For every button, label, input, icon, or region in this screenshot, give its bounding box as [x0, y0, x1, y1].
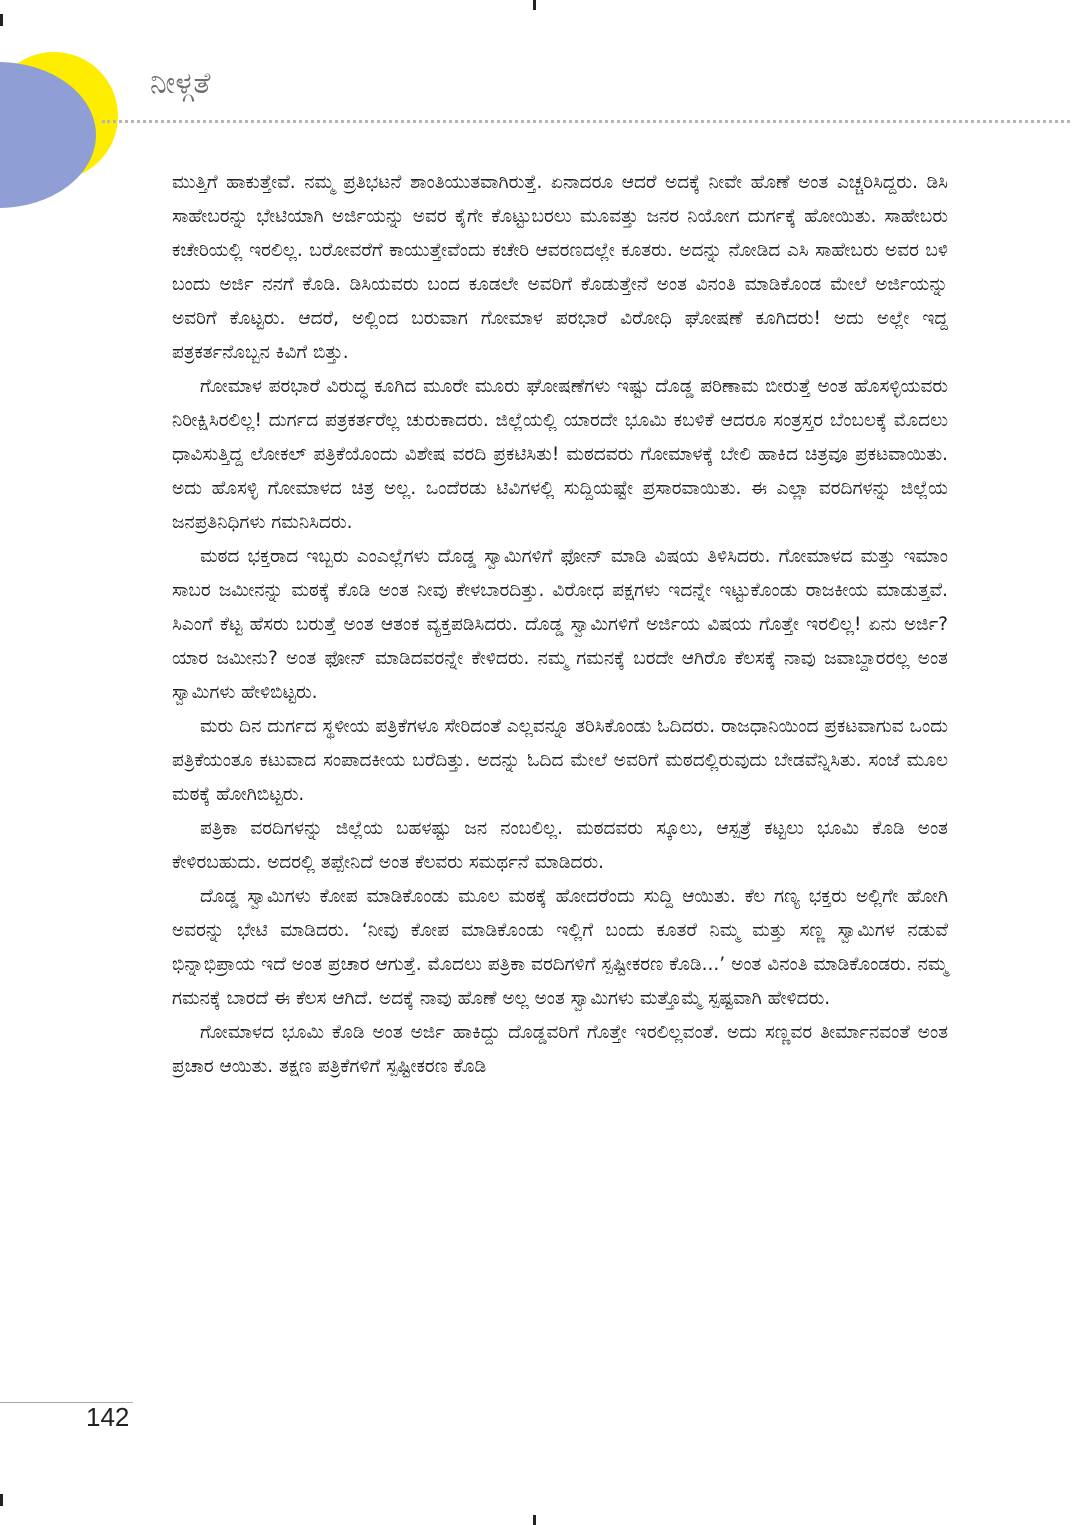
running-header-title: ನೀಳ್ಗತೆ: [150, 66, 211, 101]
crop-mark-bottom-left: [0, 1494, 3, 1506]
paragraph: ಮುತ್ತಿಗೆ ಹಾಕುತ್ತೇವೆ. ನಮ್ಮ ಪ್ರತಿಭಟನೆ ಶಾಂತಿಯುತವಾಗಿರುತ್ತೆ. ಏನಾದರೂ ಆದರೆ ಅದಕ್ಕೆ ನೀವೇ ಹೊಣೆ ಅಂತ ಎಚ್ಚರಿಸಿದ್ದರು. ಡಿಸಿ ಸಾಹೇಬರನ್ನು ಭೇಟಿಯಾಗಿ ಅರ್ಜಿಯನ್ನು ಅವರ ಕೈಗೇ ಕೊಟ್ಟುಬರಲು ಮೂವತ್ತು ಜನರ ನಿಯೋಗ ದುರ್ಗಕ್ಕೆ ಹೋಯಿತು. ಸಾಹೇಬರು ಕಚೇರಿಯಲ್ಲಿ ಇರಲಿಲ್ಲ. ಬರೋವರೆಗೆ ಕಾಯುತ್ತೇವೆಂದು ಕಚೇರಿ ಆವರಣದಲ್ಲೇ ಕೂತರು. ಅದನ್ನು ನೋಡಿದ ಎಸಿ ಸಾಹೇಬರು ಅವರ ಬಳಿ ಬಂದು ಅರ್ಜಿ ನನಗೆ ಕೊಡಿ. ಡಿಸಿಯವರು ಬಂದ ಕೂಡಲೇ ಅವರಿಗೆ ಕೊಡುತ್ತೇನೆ ಅಂತ ವಿನಂತಿ ಮಾಡಿಕೊಂಡ ಮೇಲೆ ಅರ್ಜಿಯನ್ನು ಅವರಿಗೆ ಕೊಟ್ಟರು. ಆದರೆ, ಅಲ್ಲಿಂದ ಬರುವಾಗ ಗೋಮಾಳ ಪರಭಾರೆ ವಿರೋಧಿ ಘೋಷಣೆ ಕೂಗಿದರು! ಅದು ಅಲ್ಲೇ ಇದ್ದ ಪತ್ರಕರ್ತನೊಬ್ಬನ ಕಿವಿಗೆ ಬಿತ್ತು.: [172, 172, 948, 363]
page-number: 142: [86, 1402, 130, 1432]
header-dotted-divider: [102, 120, 1070, 123]
header-blue-circle: [0, 62, 96, 208]
paragraph: ಗೋಮಾಳ ಪರಭಾರೆ ವಿರುದ್ಧ ಕೂಗಿದ ಮೂರೇ ಮೂರು ಘೋಷಣೆಗಳು ಇಷ್ಟು ದೊಡ್ಡ ಪರಿಣಾಮ ಬೀರುತ್ತೆ ಅಂತ ಹೊಸಳ್ಳಿಯವರು ನಿರೀಕ್ಷಿಸಿರಲಿಲ್ಲ! ದುರ್ಗದ ಪತ್ರಕರ್ತರೆಲ್ಲ ಚುರುಕಾದರು. ಜಿಲ್ಲೆಯಲ್ಲಿ ಯಾರದೇ ಭೂಮಿ ಕಬಳಿಕೆ ಆದರೂ ಸಂತ್ರಸ್ತರ ಬೆಂಬಲಕ್ಕೆ ಮೊದಲು ಧಾವಿಸುತ್ತಿದ್ದ ಲೋಕಲ್ ಪತ್ರಿಕೆಯೊಂದು ವಿಶೇಷ ವರದಿ ಪ್ರಕಟಿಸಿತು! ಮಠದವರು ಗೋಮಾಳಕ್ಕೆ ಬೇಲಿ ಹಾಕಿದ ಚಿತ್ರವೂ ಪ್ರಕಟವಾಯಿತು. ಅದು ಹೊಸಳ್ಳಿ ಗೋಮಾಳದ ಚಿತ್ರ ಅಲ್ಲ. ಒಂದೆರಡು ಟಿವಿಗಳಲ್ಲಿ ಸುದ್ದಿಯಷ್ಟೇ ಪ್ರಸಾರವಾಯಿತು. ಈ ಎಲ್ಲಾ ವರದಿಗಳನ್ನು ಜಿಲ್ಲೆಯ ಜನಪ್ರತಿನಿಧಿಗಳು ಗಮನಿಸಿದರು.: [172, 376, 948, 533]
paragraph: ಮಠದ ಭಕ್ತರಾದ ಇಬ್ಬರು ಎಂಎಲ್ಲೆಗಳು ದೊಡ್ಡ ಸ್ವಾಮಿಗಳಿಗೆ ಫೋನ್ ಮಾಡಿ ವಿಷಯ ತಿಳಿಸಿದರು. ಗೋಮಾಳದ ಮತ್ತು ಇಮಾಂ ಸಾಬರ ಜಮೀನನ್ನು ಮಠಕ್ಕೆ ಕೊಡಿ ಅಂತ ನೀವು ಕೇಳಬಾರದಿತ್ತು. ವಿರೋಧ ಪಕ್ಷಗಳು ಇದನ್ನೇ ಇಟ್ಟುಕೊಂಡು ರಾಜಕೀಯ ಮಾಡುತ್ತವೆ. ಸಿಎಂಗೆ ಕೆಟ್ಟ ಹೆಸರು ಬರುತ್ತೆ ಅಂತ ಆತಂಕ ವ್ಯಕ್ತಪಡಿಸಿದರು. ದೊಡ್ಡ ಸ್ವಾಮಿಗಳಿಗೆ ಅರ್ಜಿಯ ವಿಷಯ ಗೊತ್ತೇ ಇರಲಿಲ್ಲ! ಏನು ಅರ್ಜಿ? ಯಾರ ಜಮೀನು? ಅಂತ ಫೋನ್ ಮಾಡಿದವರನ್ನೇ ಕೇಳಿದರು. ನಮ್ಮ ಗಮನಕ್ಕೆ ಬರದೇ ಆಗಿರೊ ಕೆಲಸಕ್ಕೆ ನಾವು ಜವಾಬ್ದಾರರಲ್ಲ ಅಂತ ಸ್ವಾಮಿಗಳು ಹೇಳಿಬಿಟ್ಟರು.: [172, 546, 948, 703]
paragraph: ದೊಡ್ಡ ಸ್ವಾಮಿಗಳು ಕೋಪ ಮಾಡಿಕೊಂಡು ಮೂಲ ಮಠಕ್ಕೆ ಹೋದರೆಂದು ಸುದ್ದಿ ಆಯಿತು. ಕೆಲ ಗಣ್ಯ ಭಕ್ತರು ಅಲ್ಲಿಗೇ ಹೋಗಿ ಅವರನ್ನು ಭೇಟಿ ಮಾಡಿದರು. ‘ನೀವು ಕೋಪ ಮಾಡಿಕೊಂಡು ಇಲ್ಲಿಗೆ ಬಂದು ಕೂತರೆ ನಿಮ್ಮ ಮತ್ತು ಸಣ್ಣ ಸ್ವಾಮಿಗಳ ನಡುವೆ ಭಿನ್ನಾಭಿಪ್ರಾಯ ಇದೆ ಅಂತ ಪ್ರಚಾರ ಆಗುತ್ತೆ. ಮೊದಲು ಪತ್ರಿಕಾ ವರದಿಗಳಿಗೆ ಸ್ಪಷ್ಟೀಕರಣ ಕೊಡಿ...’ ಅಂತ ವಿನಂತಿ ಮಾಡಿಕೊಂಡರು. ನಮ್ಮ ಗಮನಕ್ಕೆ ಬಾರದೆ ಈ ಕೆಲಸ ಆಗಿದೆ. ಅದಕ್ಕೆ ನಾವು ಹೊಣೆ ಅಲ್ಲ ಅಂತ ಸ್ವಾಮಿಗಳು ಮತ್ತೊಮ್ಮೆ ಸ್ಪಷ್ಟವಾಗಿ ಹೇಳಿದರು.: [172, 886, 948, 1009]
crop-mark-top-center: [533, 0, 536, 10]
crop-mark-bottom-center: [533, 1515, 536, 1525]
paragraph: ಗೋಮಾಳದ ಭೂಮಿ ಕೊಡಿ ಅಂತ ಅರ್ಜಿ ಹಾಕಿದ್ದು ದೊಡ್ಡವರಿಗೆ ಗೊತ್ತೇ ಇರಲಿಲ್ಲವಂತೆ. ಅದು ಸಣ್ಣವರ ತೀರ್ಮಾನವಂತೆ ಅಂತ ಪ್ರಚಾರ ಆಯಿತು. ತಕ್ಷಣ ಪತ್ರಿಕೆಗಳಿಗೆ ಸ್ಪಷ್ಟೀಕರಣ ಕೊಡಿ: [172, 1022, 948, 1077]
paragraph: ಪತ್ರಿಕಾ ವರದಿಗಳನ್ನು ಜಿಲ್ಲೆಯ ಬಹಳಷ್ಟು ಜನ ನಂಬಲಿಲ್ಲ. ಮಠದವರು ಸ್ಕೂಲು, ಆಸ್ಪತ್ರೆ ಕಟ್ಟಲು ಭೂಮಿ ಕೊಡಿ ಅಂತ ಕೇಳಿರಬಹುದು. ಅದರಲ್ಲಿ ತಪ್ಪೇನಿದೆ ಅಂತ ಕೆಲವರು ಸಮರ್ಥನೆ ಮಾಡಿದರು.: [172, 818, 948, 873]
crop-mark-top-left: [0, 14, 3, 26]
paragraph: ಮರು ದಿನ ದುರ್ಗದ ಸ್ಥಳೀಯ ಪತ್ರಿಕೆಗಳೂ ಸೇರಿದಂತೆ ಎಲ್ಲವನ್ನೂ ತರಿಸಿಕೊಂಡು ಓದಿದರು. ರಾಜಧಾನಿಯಿಂದ ಪ್ರಕಟವಾಗುವ ಒಂದು ಪತ್ರಿಕೆಯಂತೂ ಕಟುವಾದ ಸಂಪಾದಕೀಯ ಬರೆದಿತ್ತು. ಅದನ್ನು ಓದಿದ ಮೇಲೆ ಅವರಿಗೆ ಮಠದಲ್ಲಿರುವುದು ಬೇಡವೆನ್ನಿಸಿತು. ಸಂಜೆ ಮೂಲ ಮಠಕ್ಕೆ ಹೋಗಿಬಿಟ್ಟರು.: [172, 716, 948, 805]
page-body: [172, 166, 948, 1084]
